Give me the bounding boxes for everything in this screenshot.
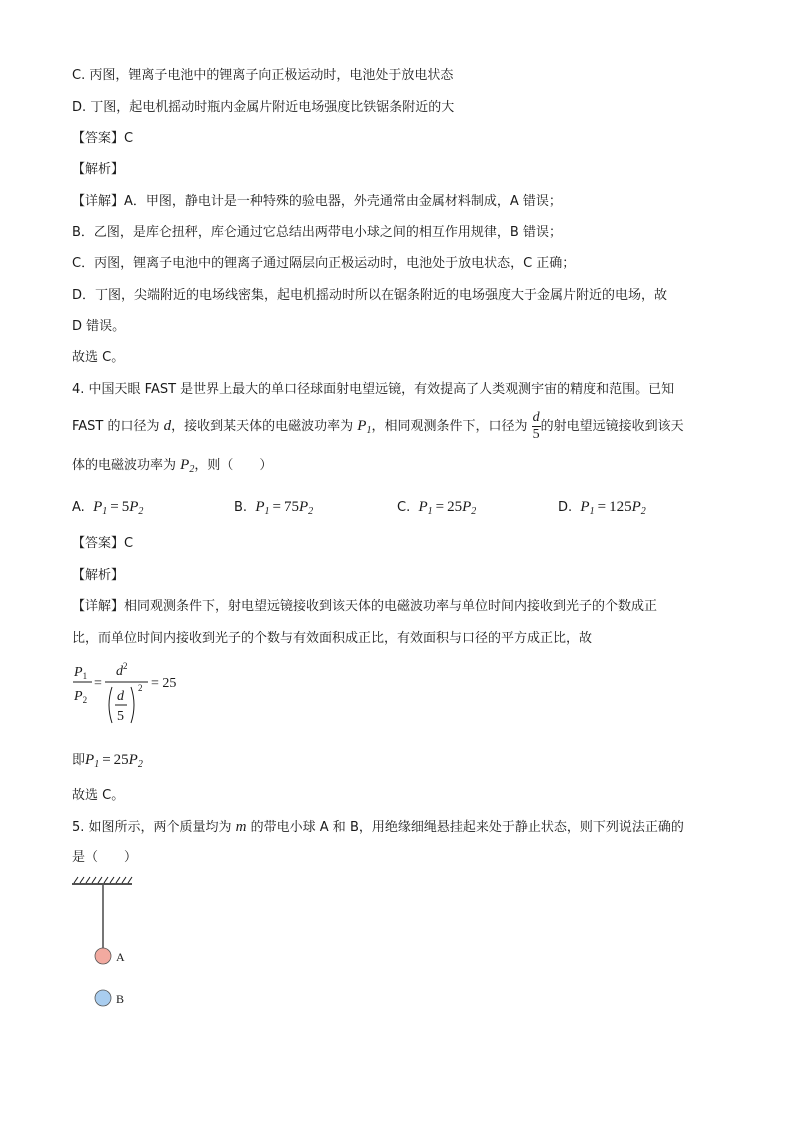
var-d: d — [163, 418, 172, 434]
q3-answer: 【答案】C — [72, 131, 134, 146]
formula-p1: $P_1$ — [74, 665, 88, 681]
q4-formula — [72, 660, 212, 730]
q3-detail-5: D 错误。 — [72, 319, 126, 334]
ball-b-label: B — [116, 992, 125, 1006]
ball-a-label: A — [116, 950, 125, 964]
formula-inner-d: d — [117, 689, 124, 704]
formula-p2: $P_2$ — [74, 689, 88, 705]
q3-conclusion: 故选 C。 — [72, 350, 125, 365]
q4-analysis-heading: 【解析】 — [72, 568, 125, 583]
q5-figure — [66, 872, 156, 1012]
q3-option-d: D. 丁图，起电机摇动时瓶内金属片附近电场强度比铁锯条附近的大 — [72, 100, 455, 115]
formula-eq: = — [94, 676, 102, 691]
q4-option-a: A. $P_1 = 5P_2$ — [72, 499, 144, 517]
ball-b — [95, 990, 111, 1006]
formula-d-squared: $d^2$ — [116, 661, 128, 679]
q5-stem-line1: 5. 如图所示，两个质量均为 m 的带电小球 A 和 B，用绝缘细绳悬挂起来处于静止状态，则下列说法正确的 — [72, 819, 684, 835]
ball-a — [95, 948, 111, 964]
q4-stem-line3: 体的电磁波功率为 $P_2$，则（ ） — [72, 457, 273, 475]
q4-option-d: D. $P_1 = 125P_2$ — [558, 499, 646, 517]
ceiling-hatch — [74, 877, 132, 883]
q4-answer: 【答案】C — [72, 536, 134, 551]
var-m: m — [235, 819, 247, 835]
formula-inner-5: 5 — [117, 709, 124, 724]
q4-result: 即$P_1 = 25P_2$ — [72, 752, 143, 770]
q3-detail-1: 【详解】A．甲图，静电计是一种特殊的验电器，外壳通常由金属材料制成，A 错误； — [72, 194, 562, 209]
var-p1: $P_1$ — [357, 418, 372, 436]
q4-option-c: C. $P_1 = 25P_2$ — [397, 499, 477, 517]
q4-conclusion: 故选 C。 — [72, 788, 125, 803]
q3-detail-3: C．丙图，锂离子电池中的锂离子通过隔层向正极运动时，电池处于放电状态，C 正确； — [72, 256, 576, 271]
q4-detail-2: 比，而单位时间内接收到光子的个数与有效面积成正比，有效面积与口径的平方成正比，故 — [72, 631, 593, 646]
q3-option-c: C. 丙图，锂离子电池中的锂离子向正极运动时，电池处于放电状态 — [72, 68, 454, 83]
formula-rhs: = 25 — [151, 676, 177, 691]
var-p2: $P_2$ — [180, 457, 195, 475]
formula-exp: 2 — [138, 683, 143, 693]
q5-stem-line2: 是（ ） — [72, 850, 138, 865]
q3-detail-4: D．丁图，尖端附近的电场线密集，起电机摇动时所以在锯条附近的电场强度大于金属片附近的电场，故 — [72, 288, 668, 303]
q4-stem-line2: FAST 的口径为 d，接收到某天体的电磁波功率为 $P_1$，相同观测条件下，口径为 $\frac{d}{5}$ 的射电望远镜接收到该天 — [72, 410, 684, 442]
q3-detail-2: B．乙图，是库仑扭秤，库仑通过它总结出两带电小球之间的相互作用规律，B 错误； — [72, 225, 562, 240]
fraction-d-over-5: $\frac{d}{5}$ — [532, 410, 540, 442]
q4-detail-1: 【详解】相同观测条件下，射电望远镜接收到该天体的电磁波功率与单位时间内接收到光子的个数成正 — [72, 599, 658, 614]
q4-stem-line1: 4. 中国天眼 FAST 是世界上最大的单口径球面射电望远镜，有效提高了人类观测宇宙的精度和范围。已知 — [72, 382, 675, 397]
q3-analysis-heading: 【解析】 — [72, 162, 125, 177]
q4-option-b: B. $P_1 = 75P_2$ — [234, 499, 314, 517]
